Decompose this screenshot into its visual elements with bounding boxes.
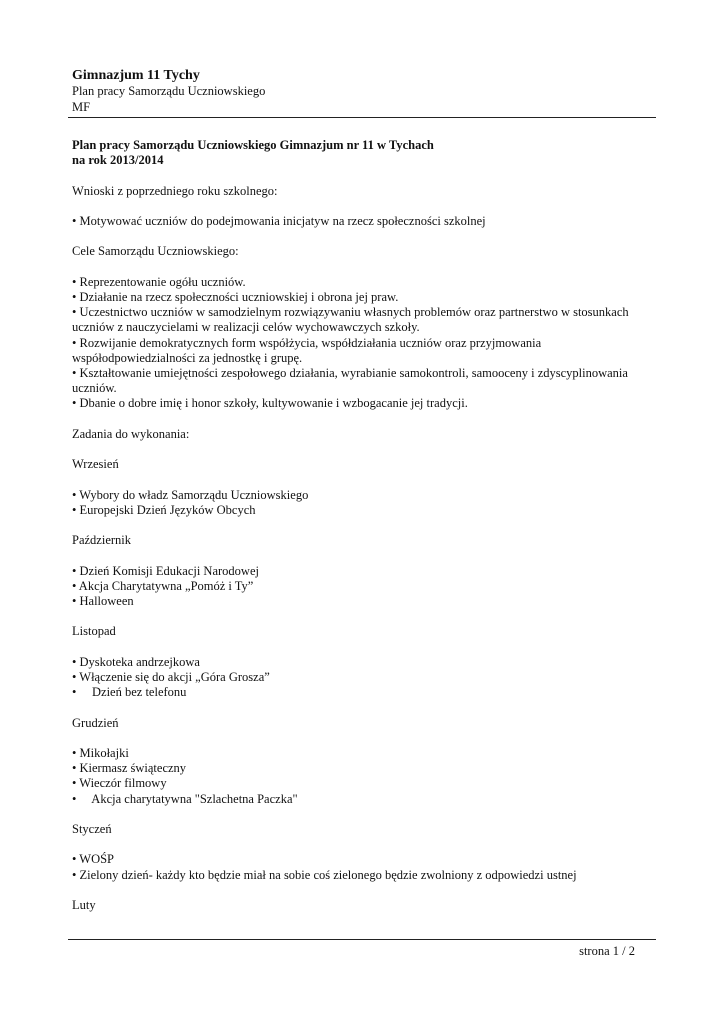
task-item: • Wieczór filmowy (72, 776, 167, 791)
goal-item: • Kształtowanie umiejętności zespołowego działania, wyrabianie samokontroli, samooceny i zdyscyplinowania (72, 365, 628, 380)
document-title-line1: Plan pracy Samorządu Uczniowskiego Gimnazjum nr 11 w Tychach (72, 138, 434, 152)
month-january: Styczeń (72, 821, 112, 836)
month-september: Wrzesień (72, 457, 119, 472)
document-body (72, 138, 656, 913)
page-number: strona 1 / 2 (579, 944, 635, 958)
task-item: • Włączenie się do akcji „Góra Grosza” (72, 669, 270, 684)
goal-item: • Dbanie o dobre imię i honor szkoły, kultywowanie i wzbogacanie jej tradycji. (72, 396, 468, 411)
task-item: • Kiermasz świąteczny (72, 761, 187, 776)
conclusions-heading: Wnioski z poprzedniego roku szkolnego: (72, 183, 278, 198)
task-item: • Dzień bez telefonu (72, 685, 187, 700)
goal-item: • Uczestnictwo uczniów w samodzielnym rozwiązywaniu własnych problemów oraz partnerstwo w stosunkach (72, 305, 629, 320)
goals-heading: Cele Samorządu Uczniowskiego: (72, 244, 239, 259)
task-item: • Zielony dzień- każdy kto będzie miał na sobie coś zielonego będzie zwolniony z odpowiedzi ustnej (72, 867, 577, 882)
task-item: • Europejski Dzień Języków Obcych (72, 502, 256, 517)
task-item: • Akcja Charytatywna „Pomóż i Ty” (72, 578, 254, 593)
school-name: Gimnazjum 11 Tychy (72, 68, 200, 83)
tasks-heading: Zadania do wykonania: (72, 426, 190, 441)
month-october: Październik (72, 533, 132, 548)
month-november: Listopad (72, 624, 116, 639)
task-item: • Mikołajki (72, 745, 129, 760)
goal-item-continuation: uczniów z nauczycielami w realizacji celów wychowawczych szkoły. (72, 320, 420, 335)
document-title-line2: na rok 2013/2014 (72, 153, 164, 168)
task-item: • WOŚP (72, 852, 115, 867)
month-december: Grudzień (72, 715, 119, 730)
goal-item: • Działanie na rzecz społeczności uczniowskiej i obrona jej praw. (72, 289, 399, 304)
footer-divider (68, 939, 656, 940)
author-initials: MF (72, 99, 91, 114)
goal-item-continuation: uczniów. (72, 381, 117, 396)
task-item: • Dzień Komisji Edukacji Narodowej (72, 563, 259, 578)
task-item: • Halloween (72, 593, 134, 608)
goal-item-continuation: współodpowiedzialności za jednostkę i grupę. (72, 350, 303, 365)
header-subtitle: Plan pracy Samorządu Uczniowskiego (72, 84, 266, 98)
month-february: Luty (72, 897, 96, 912)
page-header (72, 68, 656, 115)
task-item: • Akcja charytatywna "Szlachetna Paczka" (72, 791, 298, 806)
header-divider (68, 117, 656, 118)
task-item: • Dyskoteka andrzejkowa (72, 654, 200, 669)
goal-item: • Reprezentowanie ogółu uczniów. (72, 274, 246, 289)
task-item: • Wybory do władz Samorządu Uczniowskiego (72, 487, 309, 502)
goal-item: • Rozwijanie demokratycznych form współżycia, współdziałania uczniów oraz przyjmowania (72, 335, 542, 350)
conclusion-item: • Motywować uczniów do podejmowania inicjatyw na rzecz społeczności szkolnej (72, 213, 486, 228)
